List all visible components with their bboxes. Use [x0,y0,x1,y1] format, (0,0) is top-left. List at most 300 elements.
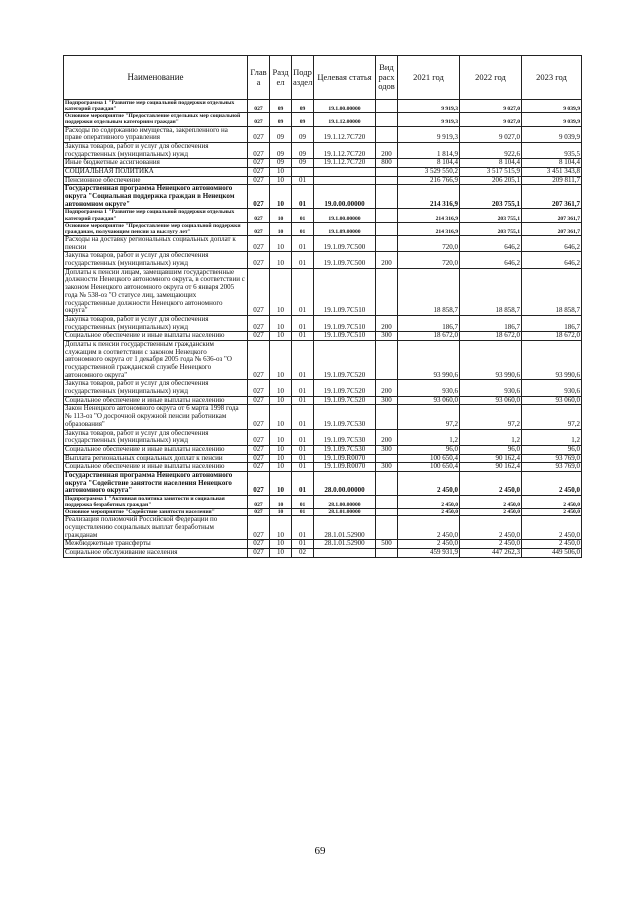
cell-vid [376,340,398,379]
cell-target: 19.1.09.7С530 [314,445,376,454]
cell-podrazdel: 01 [292,540,314,549]
cell-name: Социальное обеспечение и иные выплаты населению [64,396,248,405]
cell-podrazdel: 09 [292,142,314,158]
table-row [64,332,582,341]
cell-podrazdel: 01 [292,268,314,315]
cell-podrazdel: 01 [292,496,314,509]
cell-target: 19.1.09.7С520 [314,380,376,396]
cell-glava: 027 [248,396,270,405]
cell-name: Закупка товаров, работ и услуг для обеспечения государственных (муниципальных) нужд [64,252,248,268]
table-row [64,159,582,168]
table-row [64,540,582,549]
cell-glava: 027 [248,332,270,341]
cell-name: Социальное обеспечение и иные выплаты населению [64,332,248,341]
cell-name: Подпрограмма 1 "Развитие мер социальной поддержки отдельных категорий граждан" [64,100,248,113]
cell-podrazdel: 09 [292,159,314,168]
cell-name: Расходы по содержанию имущества, закрепленного на праве оперативного управления [64,126,248,142]
cell-2022: 447 262,3 [460,549,522,558]
table-row [64,142,582,158]
cell-glava: 027 [248,236,270,252]
table-row [64,100,582,113]
cell-name: Выплата региональных социальных доплат к пенсии [64,454,248,463]
cell-vid [376,516,398,540]
cell-2022: 646,2 [460,236,522,252]
cell-razdel: 09 [270,113,292,126]
cell-2022: 2 450,0 [460,516,522,540]
cell-vid [376,496,398,509]
table-row [64,209,582,222]
cell-name: Пенсионное обеспечение [64,176,248,185]
cell-2023: 646,2 [522,252,582,268]
cell-vid [376,100,398,113]
cell-2022: 2 450,0 [460,496,522,509]
cell-2023: 2 450,0 [522,471,582,495]
cell-vid [376,126,398,142]
cell-glava: 027 [248,516,270,540]
cell-glava: 027 [248,509,270,516]
table-row [64,185,582,209]
cell-glava: 027 [248,463,270,472]
cell-razdel: 10 [270,268,292,315]
cell-target: 19.1.12.7С720 [314,126,376,142]
cell-2021: 8 104,4 [398,159,460,168]
cell-podrazdel: 01 [292,185,314,209]
table-row [64,445,582,454]
cell-glava: 027 [248,176,270,185]
cell-name: Иные бюджетные ассигнования [64,159,248,168]
cell-2022: 18 672,0 [460,332,522,341]
cell-2022: 93 990,6 [460,340,522,379]
cell-2021: 214 316,9 [398,185,460,209]
cell-2022: 90 162,4 [460,463,522,472]
cell-2022: 96,0 [460,445,522,454]
cell-glava: 027 [248,454,270,463]
table-row [64,396,582,405]
cell-vid [376,509,398,516]
cell-2021: 93 060,0 [398,396,460,405]
cell-name: Закупка товаров, работ и услуг для обеспечения государственных (муниципальных) нужд [64,142,248,158]
cell-2023: 186,7 [522,315,582,331]
cell-2023: 8 104,4 [522,159,582,168]
cell-razdel: 10 [270,185,292,209]
cell-2021: 100 650,4 [398,463,460,472]
cell-podrazdel: 02 [292,549,314,558]
cell-2022: 922,6 [460,142,522,158]
cell-podrazdel: 01 [292,405,314,429]
cell-razdel: 10 [270,315,292,331]
cell-name: Доплаты к пенсии государственным гражданским служащим в соответствии с законом Ненецкого автономного округа от 1 декабря 2005 года № 636-оз "О государственной гражданской службе Ненецкого автономного округа" [64,340,248,379]
cell-glava: 027 [248,380,270,396]
cell-vid [376,236,398,252]
cell-2022: 203 755,1 [460,185,522,209]
cell-2023: 96,0 [522,445,582,454]
cell-vid [376,454,398,463]
cell-target: 19.1.00.00000 [314,209,376,222]
cell-name: Основное мероприятие "Предоставление отдельных мер социальной поддержки отдельным категориям граждан" [64,113,248,126]
cell-target: 19.1.09.7С500 [314,252,376,268]
table-row [64,405,582,429]
table-row [64,509,582,516]
cell-2022: 9 027,0 [460,126,522,142]
cell-podrazdel: 01 [292,252,314,268]
cell-2023: 9 039,9 [522,100,582,113]
cell-name: Закупка товаров, работ и услуг для обеспечения государственных (муниципальных) нужд [64,380,248,396]
table-row [64,516,582,540]
header-target: Целевая статья [314,56,376,100]
cell-vid [376,185,398,209]
cell-2022: 3 517 515,9 [460,168,522,177]
cell-target: 19.1.12.00000 [314,113,376,126]
cell-vid: 200 [376,429,398,445]
cell-2021: 18 672,0 [398,332,460,341]
cell-glava: 027 [248,142,270,158]
cell-2023: 93 769,0 [522,454,582,463]
table-row [64,236,582,252]
cell-target [314,176,376,185]
cell-razdel: 10 [270,168,292,177]
cell-name: Подпрограмма 1 "Активная политика занятости и социальная поддержка безработных граждан" [64,496,248,509]
cell-2021: 1,2 [398,429,460,445]
page-number: 69 [314,845,326,857]
cell-vid [376,113,398,126]
cell-2022: 2 450,0 [460,471,522,495]
cell-target: 19.1.09.7С500 [314,236,376,252]
cell-name: Закупка товаров, работ и услуг для обеспечения государственных (муниципальных) нужд [64,429,248,445]
header-vid: Вид расх одов [376,56,398,100]
cell-podrazdel: 01 [292,463,314,472]
cell-2021: 97,2 [398,405,460,429]
cell-glava: 027 [248,315,270,331]
table-row [64,113,582,126]
cell-2023: 449 506,0 [522,549,582,558]
cell-podrazdel [292,168,314,177]
cell-2023: 2 450,0 [522,540,582,549]
cell-razdel: 10 [270,340,292,379]
cell-vid: 300 [376,396,398,405]
cell-glava: 027 [248,405,270,429]
table-row [64,176,582,185]
cell-vid: 200 [376,380,398,396]
cell-name: Социальное обслуживание населения [64,549,248,558]
cell-razdel: 10 [270,396,292,405]
cell-2022: 9 027,0 [460,100,522,113]
cell-vid [376,209,398,222]
cell-glava: 027 [248,268,270,315]
cell-2021: 93 990,6 [398,340,460,379]
cell-vid: 200 [376,252,398,268]
cell-target: 19.1.12.7С720 [314,142,376,158]
header-razdel: Разд ел [270,56,292,100]
cell-podrazdel: 01 [292,315,314,331]
cell-2021: 2 450,0 [398,496,460,509]
cell-razdel: 10 [270,209,292,222]
cell-name: Государственная программа Ненецкого автономного округа "Содействие занятости населения Ненецкого автономного округа" [64,471,248,495]
cell-2023: 97,2 [522,405,582,429]
table-body [64,100,582,558]
table-row [64,549,582,558]
cell-razdel: 10 [270,549,292,558]
cell-2021: 214 316,9 [398,222,460,235]
cell-2023: 209 811,7 [522,176,582,185]
cell-2021: 459 931,9 [398,549,460,558]
cell-target: 19.1.12.7С720 [314,159,376,168]
table-row [64,429,582,445]
cell-target: 19.1.09.7С520 [314,396,376,405]
cell-2022: 206 205,1 [460,176,522,185]
header-2021: 2021 год [398,56,460,100]
cell-glava: 027 [248,540,270,549]
cell-target: 19.1.09.00000 [314,222,376,235]
cell-razdel: 09 [270,142,292,158]
cell-glava: 027 [248,126,270,142]
cell-name: Подпрограмма 1 "Развитие мер социальной поддержки отдельных категорий граждан" [64,209,248,222]
cell-name: Расходы на доставку региональных социальных доплат к пенсии [64,236,248,252]
cell-name: Межбюджетные трансферты [64,540,248,549]
cell-glava: 027 [248,471,270,495]
cell-razdel: 10 [270,429,292,445]
cell-2023: 646,2 [522,236,582,252]
cell-name: Социальное обеспечение и иные выплаты населению [64,463,248,472]
cell-2023: 207 361,7 [522,209,582,222]
cell-target: 19.1.09.7С530 [314,429,376,445]
cell-target: 19.1.09.7С530 [314,405,376,429]
cell-razdel: 10 [270,516,292,540]
cell-2021: 9 919,3 [398,113,460,126]
cell-2022: 90 162,4 [460,454,522,463]
cell-2021: 2 450,0 [398,540,460,549]
cell-name: Основное мероприятие "Предоставление мер социальной поддержки гражданам, получающим пенсии за выслугу лет" [64,222,248,235]
cell-podrazdel: 01 [292,471,314,495]
cell-2023: 935,5 [522,142,582,158]
cell-glava: 027 [248,113,270,126]
cell-glava: 027 [248,185,270,209]
cell-razdel: 10 [270,380,292,396]
table-row [64,496,582,509]
cell-razdel: 09 [270,100,292,113]
cell-2023: 9 039,9 [522,126,582,142]
cell-podrazdel: 01 [292,340,314,379]
cell-2022: 8 104,4 [460,159,522,168]
cell-podrazdel: 09 [292,100,314,113]
cell-2021: 214 316,9 [398,209,460,222]
table-row [64,471,582,495]
cell-razdel: 10 [270,471,292,495]
cell-razdel: 10 [270,509,292,516]
cell-2021: 9 919,3 [398,100,460,113]
cell-2022: 93 060,0 [460,396,522,405]
header-name: Наименование [64,56,248,100]
cell-target: 19.1.09.7С520 [314,340,376,379]
cell-name: Основное мероприятие "Содействие занятости населения" [64,509,248,516]
table-row [64,222,582,235]
cell-podrazdel: 01 [292,429,314,445]
cell-2022: 2 450,0 [460,509,522,516]
cell-name: Доплаты к пенсии лицам, замещавшим государственные должности Ненецкого автономного округа, в соответствии с законом Ненецкого автономного округа от 6 января 2005 года № 538-оз "О статусе лиц, замещающих государственные должности Ненецкого автономного округа" [64,268,248,315]
cell-2023: 93 060,0 [522,396,582,405]
cell-target [314,549,376,558]
table-row [64,168,582,177]
cell-name: Закон Ненецкого автономного округа от 6 марта 1998 года № 113-оз "О досрочной окружной пенсии работникам образования" [64,405,248,429]
header-glava: Глав а [248,56,270,100]
cell-target: 19.0.00.00000 [314,185,376,209]
cell-podrazdel: 01 [292,445,314,454]
header-podrazdel: Подр аздел [292,56,314,100]
cell-2023: 9 039,9 [522,113,582,126]
cell-2021: 9 919,3 [398,126,460,142]
table-row [64,315,582,331]
cell-glava: 027 [248,222,270,235]
cell-glava: 027 [248,252,270,268]
table-row [64,268,582,315]
cell-target: 28.1.00.00000 [314,496,376,509]
cell-2023: 18 672,0 [522,332,582,341]
cell-glava: 027 [248,100,270,113]
cell-vid [376,168,398,177]
cell-podrazdel: 01 [292,380,314,396]
cell-target: 28.1.01.52900 [314,540,376,549]
cell-glava: 027 [248,340,270,379]
cell-2023: 930,6 [522,380,582,396]
cell-2021: 930,6 [398,380,460,396]
cell-podrazdel: 01 [292,396,314,405]
cell-2021: 3 529 550,2 [398,168,460,177]
cell-glava: 027 [248,209,270,222]
cell-podrazdel: 01 [292,209,314,222]
cell-razdel: 10 [270,540,292,549]
cell-razdel: 10 [270,463,292,472]
cell-2023: 207 361,7 [522,222,582,235]
cell-glava: 027 [248,549,270,558]
cell-podrazdel: 01 [292,222,314,235]
cell-2022: 18 858,7 [460,268,522,315]
cell-2021: 720,0 [398,252,460,268]
cell-target [314,168,376,177]
cell-vid: 300 [376,445,398,454]
cell-vid: 800 [376,159,398,168]
header-2022: 2022 год [460,56,522,100]
cell-2022: 930,6 [460,380,522,396]
cell-glava: 027 [248,168,270,177]
cell-2022: 186,7 [460,315,522,331]
cell-2023: 93 990,6 [522,340,582,379]
cell-target: 19.1.09.7С510 [314,315,376,331]
cell-2022: 1,2 [460,429,522,445]
cell-vid [376,176,398,185]
cell-razdel: 10 [270,176,292,185]
table-row [64,340,582,379]
table-row [64,252,582,268]
cell-podrazdel: 09 [292,126,314,142]
cell-2021: 186,7 [398,315,460,331]
cell-target: 19.1.09.7С510 [314,268,376,315]
cell-name: СОЦИАЛЬНАЯ ПОЛИТИКА [64,168,248,177]
cell-vid: 200 [376,142,398,158]
cell-2023: 18 858,7 [522,268,582,315]
cell-razdel: 09 [270,159,292,168]
cell-2023: 207 361,7 [522,185,582,209]
cell-glava: 027 [248,445,270,454]
cell-2022: 9 027,0 [460,113,522,126]
cell-podrazdel: 01 [292,236,314,252]
cell-razdel: 10 [270,236,292,252]
cell-razdel: 10 [270,454,292,463]
cell-2021: 720,0 [398,236,460,252]
cell-2023: 2 450,0 [522,509,582,516]
cell-podrazdel: 01 [292,454,314,463]
cell-target: 28.0.00.00000 [314,471,376,495]
table-row [64,454,582,463]
budget-table [63,55,582,558]
cell-2022: 2 450,0 [460,540,522,549]
cell-vid [376,268,398,315]
cell-razdel: 10 [270,222,292,235]
cell-target: 28.1.01.52900 [314,516,376,540]
header-row [64,56,582,100]
table-row [64,463,582,472]
cell-2021: 100 650,4 [398,454,460,463]
cell-vid [376,405,398,429]
cell-vid: 300 [376,463,398,472]
cell-name: Закупка товаров, работ и услуг для обеспечения государственных (муниципальных) нужд [64,315,248,331]
cell-2021: 18 858,7 [398,268,460,315]
cell-vid [376,222,398,235]
cell-target: 19.1.09.R0070 [314,463,376,472]
cell-vid: 500 [376,540,398,549]
cell-podrazdel: 01 [292,176,314,185]
cell-razdel: 10 [270,252,292,268]
cell-2021: 2 450,0 [398,509,460,516]
header-2023: 2023 год [522,56,582,100]
table-row [64,126,582,142]
cell-2021: 96,0 [398,445,460,454]
cell-2023: 3 451 343,8 [522,168,582,177]
cell-vid [376,471,398,495]
cell-razdel: 10 [270,332,292,341]
cell-2021: 216 766,9 [398,176,460,185]
cell-podrazdel: 09 [292,113,314,126]
cell-2022: 97,2 [460,405,522,429]
cell-name: Социальное обеспечение и иные выплаты населению [64,445,248,454]
cell-target: 28.1.01.00000 [314,509,376,516]
cell-name: Государственная программа Ненецкого автономного округа "Социальная поддержка граждан в Ненецком автономном округе" [64,185,248,209]
cell-2022: 203 755,1 [460,222,522,235]
cell-podrazdel: 01 [292,509,314,516]
cell-razdel: 10 [270,445,292,454]
cell-2023: 2 450,0 [522,516,582,540]
cell-razdel: 09 [270,126,292,142]
cell-2023: 1,2 [522,429,582,445]
cell-target: 19.1.09.R0070 [314,454,376,463]
cell-vid [376,549,398,558]
cell-vid: 200 [376,315,398,331]
cell-glava: 027 [248,496,270,509]
cell-2022: 646,2 [460,252,522,268]
cell-razdel: 10 [270,496,292,509]
cell-podrazdel: 01 [292,332,314,341]
table-row [64,380,582,396]
cell-target: 19.1.00.00000 [314,100,376,113]
cell-name: Реализация полномочий Российской Федерации по осуществлению социальных выплат безработным гражданам [64,516,248,540]
cell-2022: 203 755,1 [460,209,522,222]
cell-glava: 027 [248,429,270,445]
cell-2023: 2 450,0 [522,496,582,509]
cell-2023: 93 769,0 [522,463,582,472]
cell-2021: 2 450,0 [398,516,460,540]
cell-2021: 2 450,0 [398,471,460,495]
cell-target: 19.1.09.7С510 [314,332,376,341]
cell-vid: 300 [376,332,398,341]
cell-podrazdel: 01 [292,516,314,540]
